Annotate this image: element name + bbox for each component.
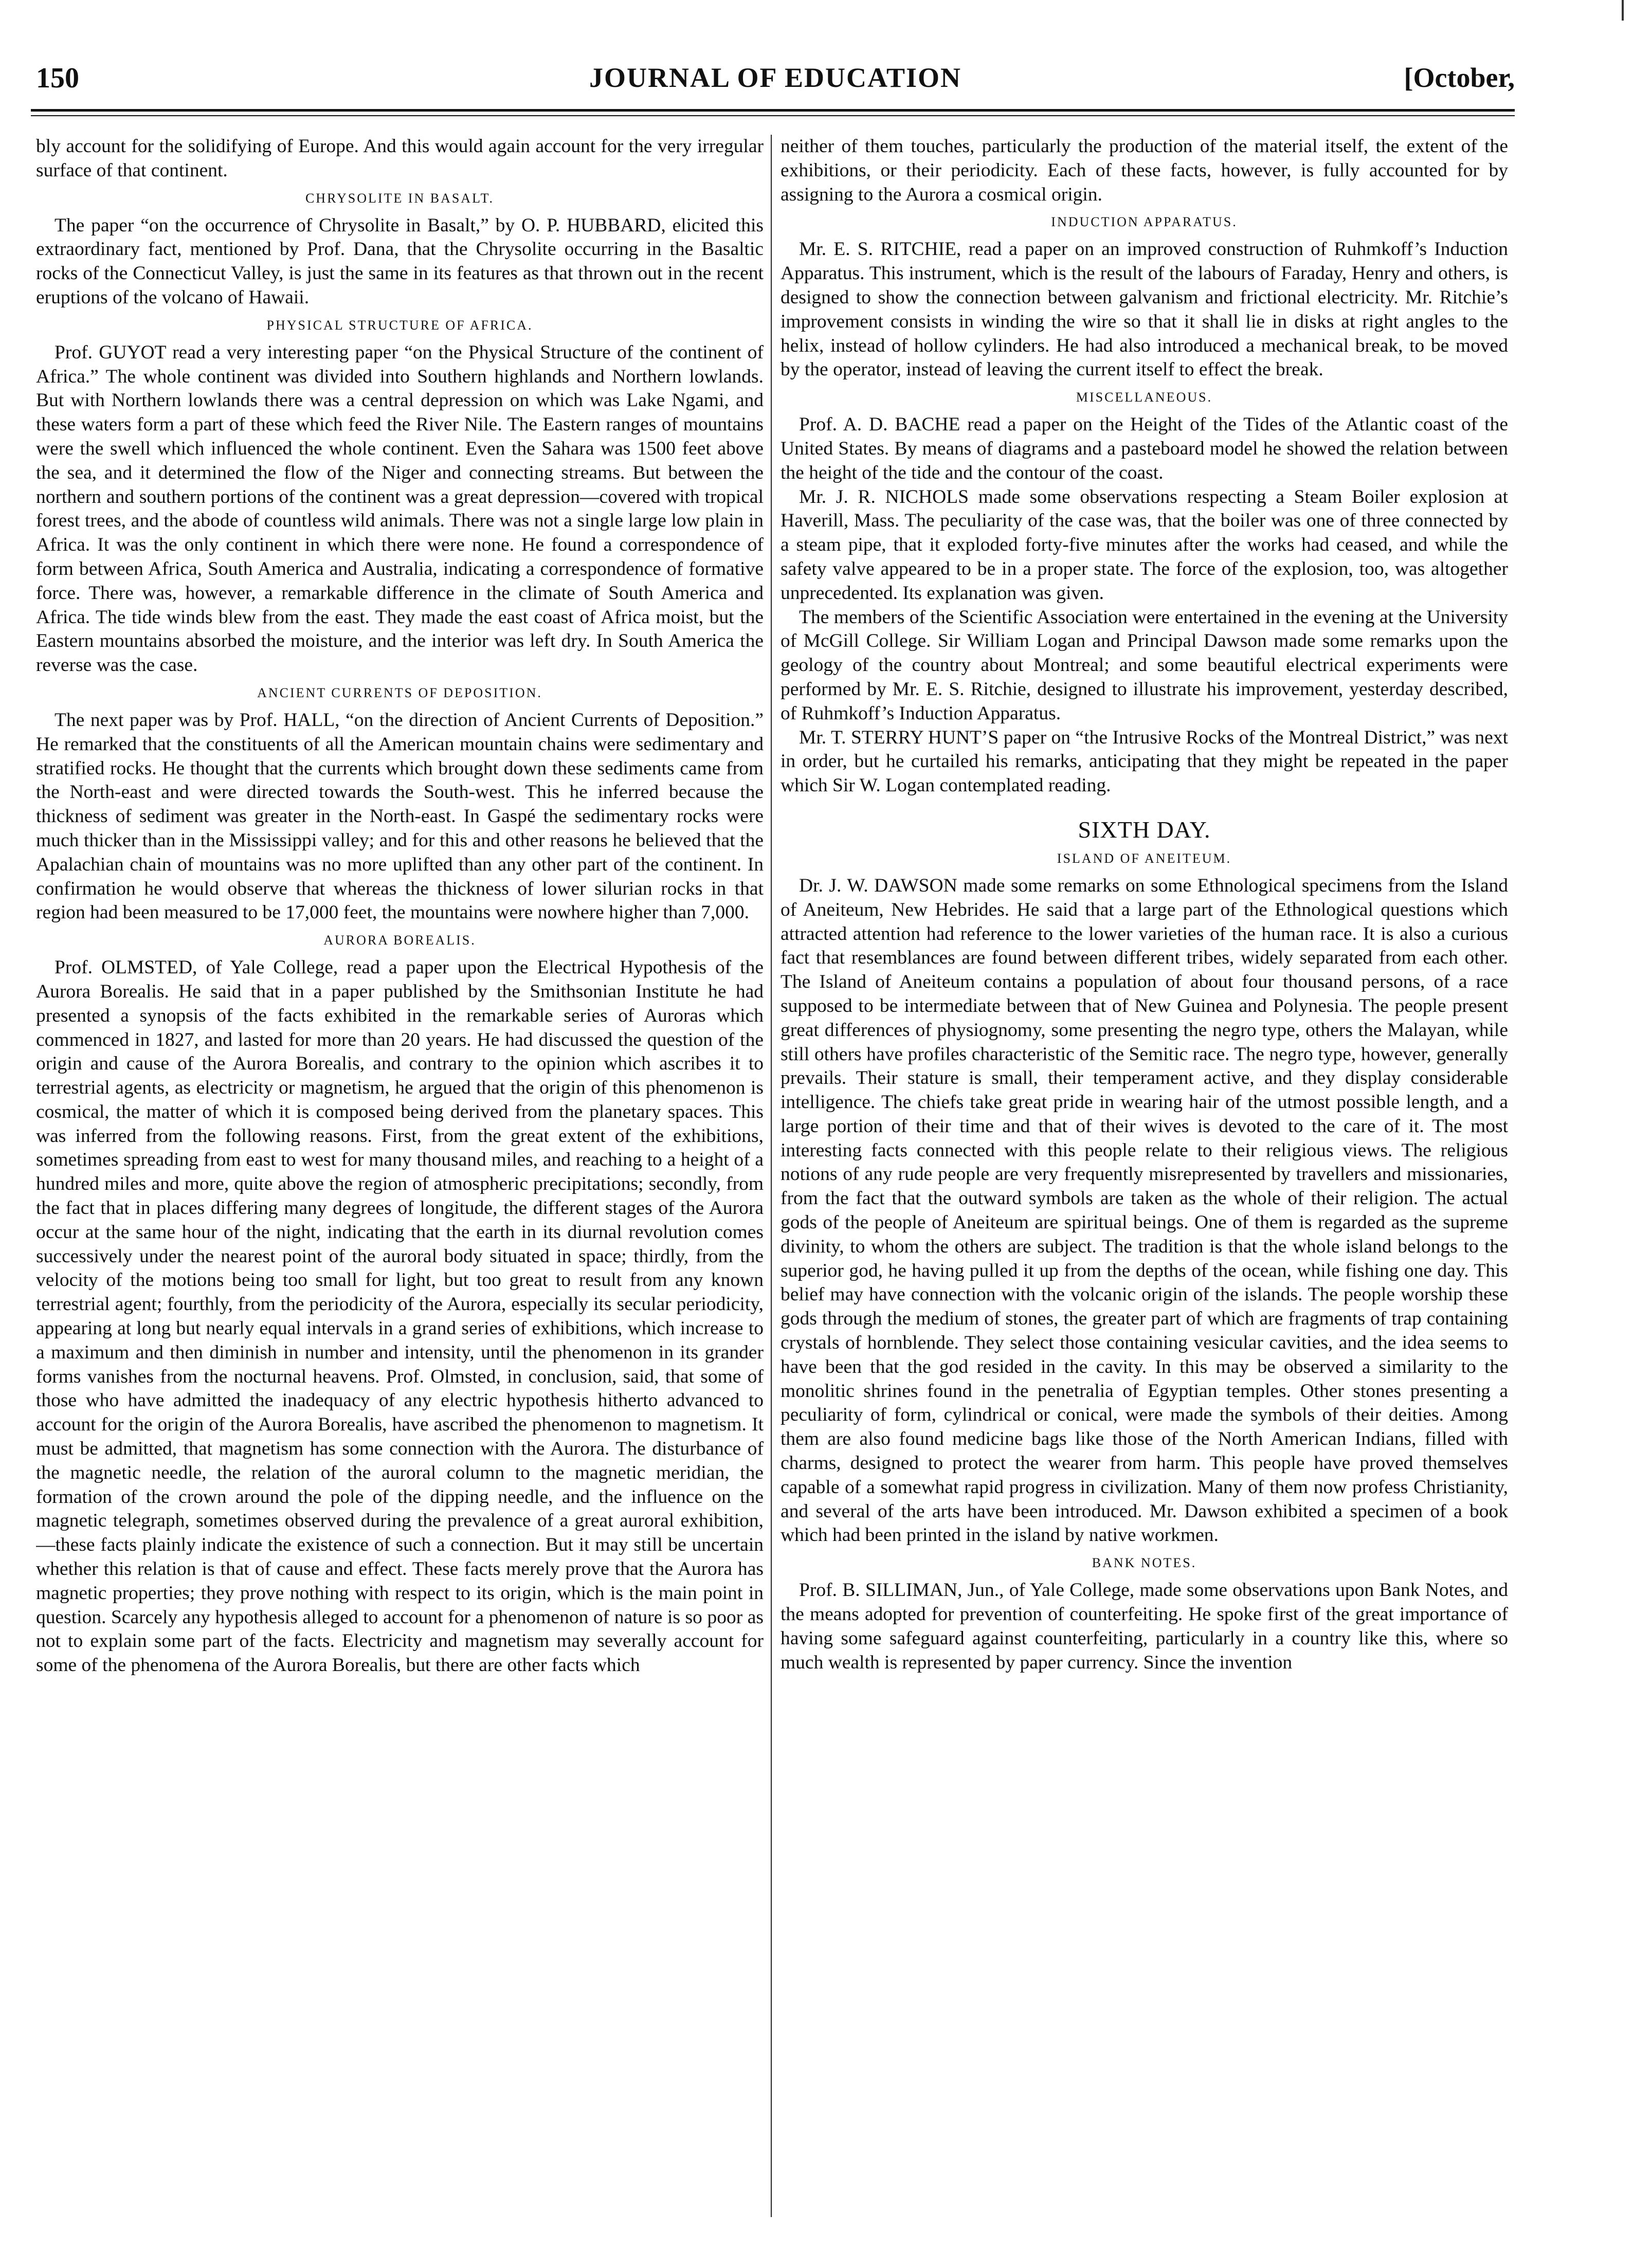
header-rule-thin (31, 115, 1515, 116)
column-divider (771, 135, 772, 2217)
paragraph: Mr. J. R. NICHOLS made some observations respecting a Steam Boiler explosion at Haverill, Mass. The peculiarity of the case was, that the boiler was one of three connected by a steam pipe, that it exploded forty-five minutes after the works had ceased, and while the safety valve appeared to be in a proper state. The force of the explosion, too, was altogether unprecedented. Its explanation was given. (781, 486, 1508, 604)
section-heading: ISLAND OF ANEITEUM. (1057, 850, 1232, 866)
paragraph: Prof. GUYOT read a very interesting paper “on the Physical Structure of the continent of Africa.” The whole continent was divided into Southern highlands and Northern lowlands. But with Northern lowlands there was a central depression on which was Lake Ngami, and these waters form a part of these which feed the River Nile. The Eastern ranges of mountains were the swell which influenced the whole continent. Even the Sahara was 1500 feet above the sea, and it determined the flow of the Niger and connecting streams. But between the northern and southern portions of the continent was a great depression—covered with tropical forest trees, and the abode of countless wild animals. There was not a single large low plain in Africa. It was the only continent in which there were none. He found a correspondence of form between Africa, South America and Australia, indicating a correspondence of formative force. There was, however, a remarkable difference in the climate of South America and Africa. The tide winds blew from the east. They made the east coast of Africa moist, but the Eastern mountains absorbed the moisture, and the interior was left dry. In South America the reverse was the case. (36, 341, 764, 676)
paragraph: The paper “on the occurrence of Chrysolite in Basalt,” by O. P. HUBBARD, elicited this extraordinary fact, mentioned by Prof. Dana, that the Chrysolite occurring in the Basaltic rocks of the Connecticut Valley, is just the same in its features as that thrown out in the recent eruptions of the volcano of Hawaii. (36, 214, 764, 308)
paragraph: Mr. E. S. RITCHIE, read a paper on an improved construction of Ruhmkoff’s Induction Apparatus. This instrument, which is the result of the labours of Faraday, Henry and others, is designed to show the connection between galvanism and frictional electricity. Mr. Ritchie’s improvement consists in winding the wire so that it shall lie in disks at right angles to the helix, instead of hollow cylinders. He had also introduced a mechanical break, to be moved by the operator, instead of leaving the current itself to effect the break. (781, 239, 1508, 380)
left-column (36, 135, 764, 2248)
section-heading: CHRYSOLITE IN BASALT. (305, 190, 495, 206)
section-heading: BANK NOTES. (1092, 1555, 1197, 1571)
paragraph: Mr. T. STERRY HUNT’S paper on “the Intrusive Rocks of the Montreal District,” was next in order, but he curtailed his remarks, anticipating that they might be repeated in the paper which Sir W. Logan contemplated reading. (781, 727, 1508, 796)
section-heading: AURORA BOREALIS. (323, 933, 476, 948)
paragraph: Dr. J. W. DAWSON made some remarks on some Ethnological specimens from the Island of Aneiteum, New Hebrides. He said that a large part of the Ethnological questions which attracted attention had reference to the lower varieties of the human race. It is also a curious fact that resemblances are found between different tribes, widely separated from each other. The Island of Aneiteum contains a population of about four thousand persons, of a race supposed to be intermediate between that of New Guinea and Polynesia. The people present great differences of physiognomy, some presenting the negro type, others the Malayan, while still others have profiles characteristic of the Semitic race. The negro type, however, generally prevails. Their stature is small, their temperament active, and they display considerable intelligence. The chiefs take great pride in wearing hair of the utmost possible length, and a large portion of their time and that of their wives is devoted to the care of it. The most interesting facts connected with this people relate to their religious views. The religious notions of any rude people are very frequently misrepresented by travellers and missionaries, from the fact that the outward symbols are taken as the whole of their religion. The actual gods of the people of Aneiteum are spiritual beings. One of them is regarded as the supreme divinity, to whom the others are subject. The tradition is that the whole island belongs to the superior god, he having pulled it up from the depths of the ocean, while fishing one day. This belief may have connection with the volcanic origin of the islands. The people worship these gods through the medium of stones, the greater part of which are fragments of trap containing crystals of hornblende. They select those containing vesicular cavities, and the idea seems to have been that the god resided in the cavity. In this may be observed a similarity to the monolitic shrines found in the penetralia of Egyptian temples. Other stones presenting a peculiarity of form, cylindrical or conical, were made the symbols of their deities. Among them are also found medicine bags like those of the North American Indians, filled with charms, designed to protect the wearer from harm. This people have proved themselves capable of a somewhat rapid progress in civilization. Many of them now profess Christianity, and several of the arts have been introduced. Mr. Dawson exhibited a specimen of a book which had been printed in the island by native workmen. (781, 875, 1508, 1546)
section-heading: INDUCTION APPARATUS. (1051, 214, 1238, 230)
header-rule-thick (31, 109, 1515, 112)
section-heading: PHYSICAL STRUCTURE OF AFRICA. (266, 317, 533, 333)
page-edge-mark (1622, 0, 1624, 21)
section-heading: ANCIENT CURRENTS OF DEPOSITION. (257, 685, 542, 700)
paragraph: neither of them touches, particularly the production of the material itself, the extent of the exhibitions, or their periodicity. Each of these facts, however, is fully accounted for by assigning to the Aurora a cosmical origin. (781, 136, 1508, 205)
page-number: 150 (36, 62, 79, 94)
paragraph: The members of the Scientific Association were entertained in the evening at the University of McGill College. Sir William Logan and Principal Dawson made some remarks upon the geology of the country about Montreal; and some beautiful electrical experiments were performed by Mr. E. S. Ritchie, designed to illustrate his improvement, yesterday described, of Ruhmkoff’s Induction Apparatus. (781, 606, 1508, 724)
day-heading: SIXTH DAY. (1078, 816, 1211, 843)
running-header (36, 62, 1515, 103)
paragraph: bly account for the solidifying of Europe. And this would again account for the very irregular surface of that continent. (36, 136, 764, 181)
issue-month: [October, (1404, 62, 1515, 93)
right-column (781, 135, 1508, 2248)
paragraph: Prof. OLMSTED, of Yale College, read a paper upon the Electrical Hypothesis of the Aurora Borealis. He said that in a paper published by the Smithsonian Institute he had presented a synopsis of the facts exhibited in the remarkable series of Auroras which commenced in 1827, and lasted for more than 20 years. He had discussed the question of the origin and cause of the Aurora Borealis, and contrary to the opinion which ascribes it to terrestrial agents, as electricity or magnetism, he argued that the origin of this phenomenon is cosmical, the matter of which it is composed being derived from the planetary spaces. This was inferred from the following reasons. First, from the great extent of the exhibitions, sometimes spreading from east to west for many thousand miles, and reaching to a height of a hundred miles and more, quite above the region of atmospheric precipitations; secondly, from the fact that in places differing many degrees of longitude, the different stages of the Aurora occur at the same hour of the night, indicating that the earth in its diurnal revolution comes successively under the nearest point of the auroral body situated in space; thirdly, from the velocity of the motions being too small for light, but too great to result from any known terrestrial agent; fourthly, from the periodicity of the Aurora, especially its secular periodicity, appearing at long but nearly equal intervals in a grand series of exhibitions, which increase to a maximum and then diminish in number and intensity, until the phenomenon in its grander forms vanishes from the nocturnal heavens. Prof. Olmsted, in conclusion, said, that some of those who have admitted the inadequacy of any electric hypothesis hitherto advanced to account for the origin of the Aurora Borealis, have ascribed the phenomenon to magnetism. It must be admitted, that magnetism has some connection with the Aurora. The disturbance of the magnetic needle, the relation of the auroral column to the magnetic meridian, the formation of the crown around the pole of the dipping needle, and the influence on the magnetic telegraph, sometimes observed during the prevalence of a great auroral exhibition,—these facts plainly indicate the existence of such a connection. But it may still be uncertain whether this relation is that of cause and effect. These facts merely prove that the Aurora has magnetic properties; they prove nothing with respect to its origin, which is the main point in question. Scarcely any hypothesis alleged to account for a phenomenon of nature is so poor as not to explain some part of the facts. Electricity and magnetism may severally account for some of the phenomena of the Aurora Borealis, but there are other facts which (36, 957, 764, 1676)
journal-title: JOURNAL OF EDUCATION (589, 62, 962, 93)
paragraph: Prof. B. SILLIMAN, Jun., of Yale College, made some observations upon Bank Notes, and the means adopted for prevention of counterfeiting. He spoke first of the great importance of having some safeguard against counterfeiting, particularly in a country like this, where so much wealth is represented by paper currency. Since the invention (781, 1580, 1508, 1673)
paragraph: The next paper was by Prof. HALL, “on the direction of Ancient Currents of Deposition.” He remarked that the constituents of all the American mountain chains were sedimentary and stratified rocks. He thought that the currents which brought down these sediments came from the North-east and were directed towards the South-west. This he inferred because the thickness of sediment was greater in the North-east. In Gaspé the sedimentary rocks were much thicker than in the Mississippi valley; and for this and other reasons he believed that the Apalachian chain of mountains was no more uplifted than any other part of the continent. In confirmation he would observe that whereas the thickness of lower silurian rocks in that region had been measured to be 17,000 feet, the mountains were nowhere higher than 7,000. (36, 709, 764, 923)
paragraph: Prof. A. D. BACHE read a paper on the Height of the Tides of the Atlantic coast of the United States. By means of diagrams and a pasteboard model he showed the relation between the height of the tide and the contour of the coast. (781, 414, 1508, 483)
section-heading: MISCELLANEOUS. (1076, 390, 1213, 405)
